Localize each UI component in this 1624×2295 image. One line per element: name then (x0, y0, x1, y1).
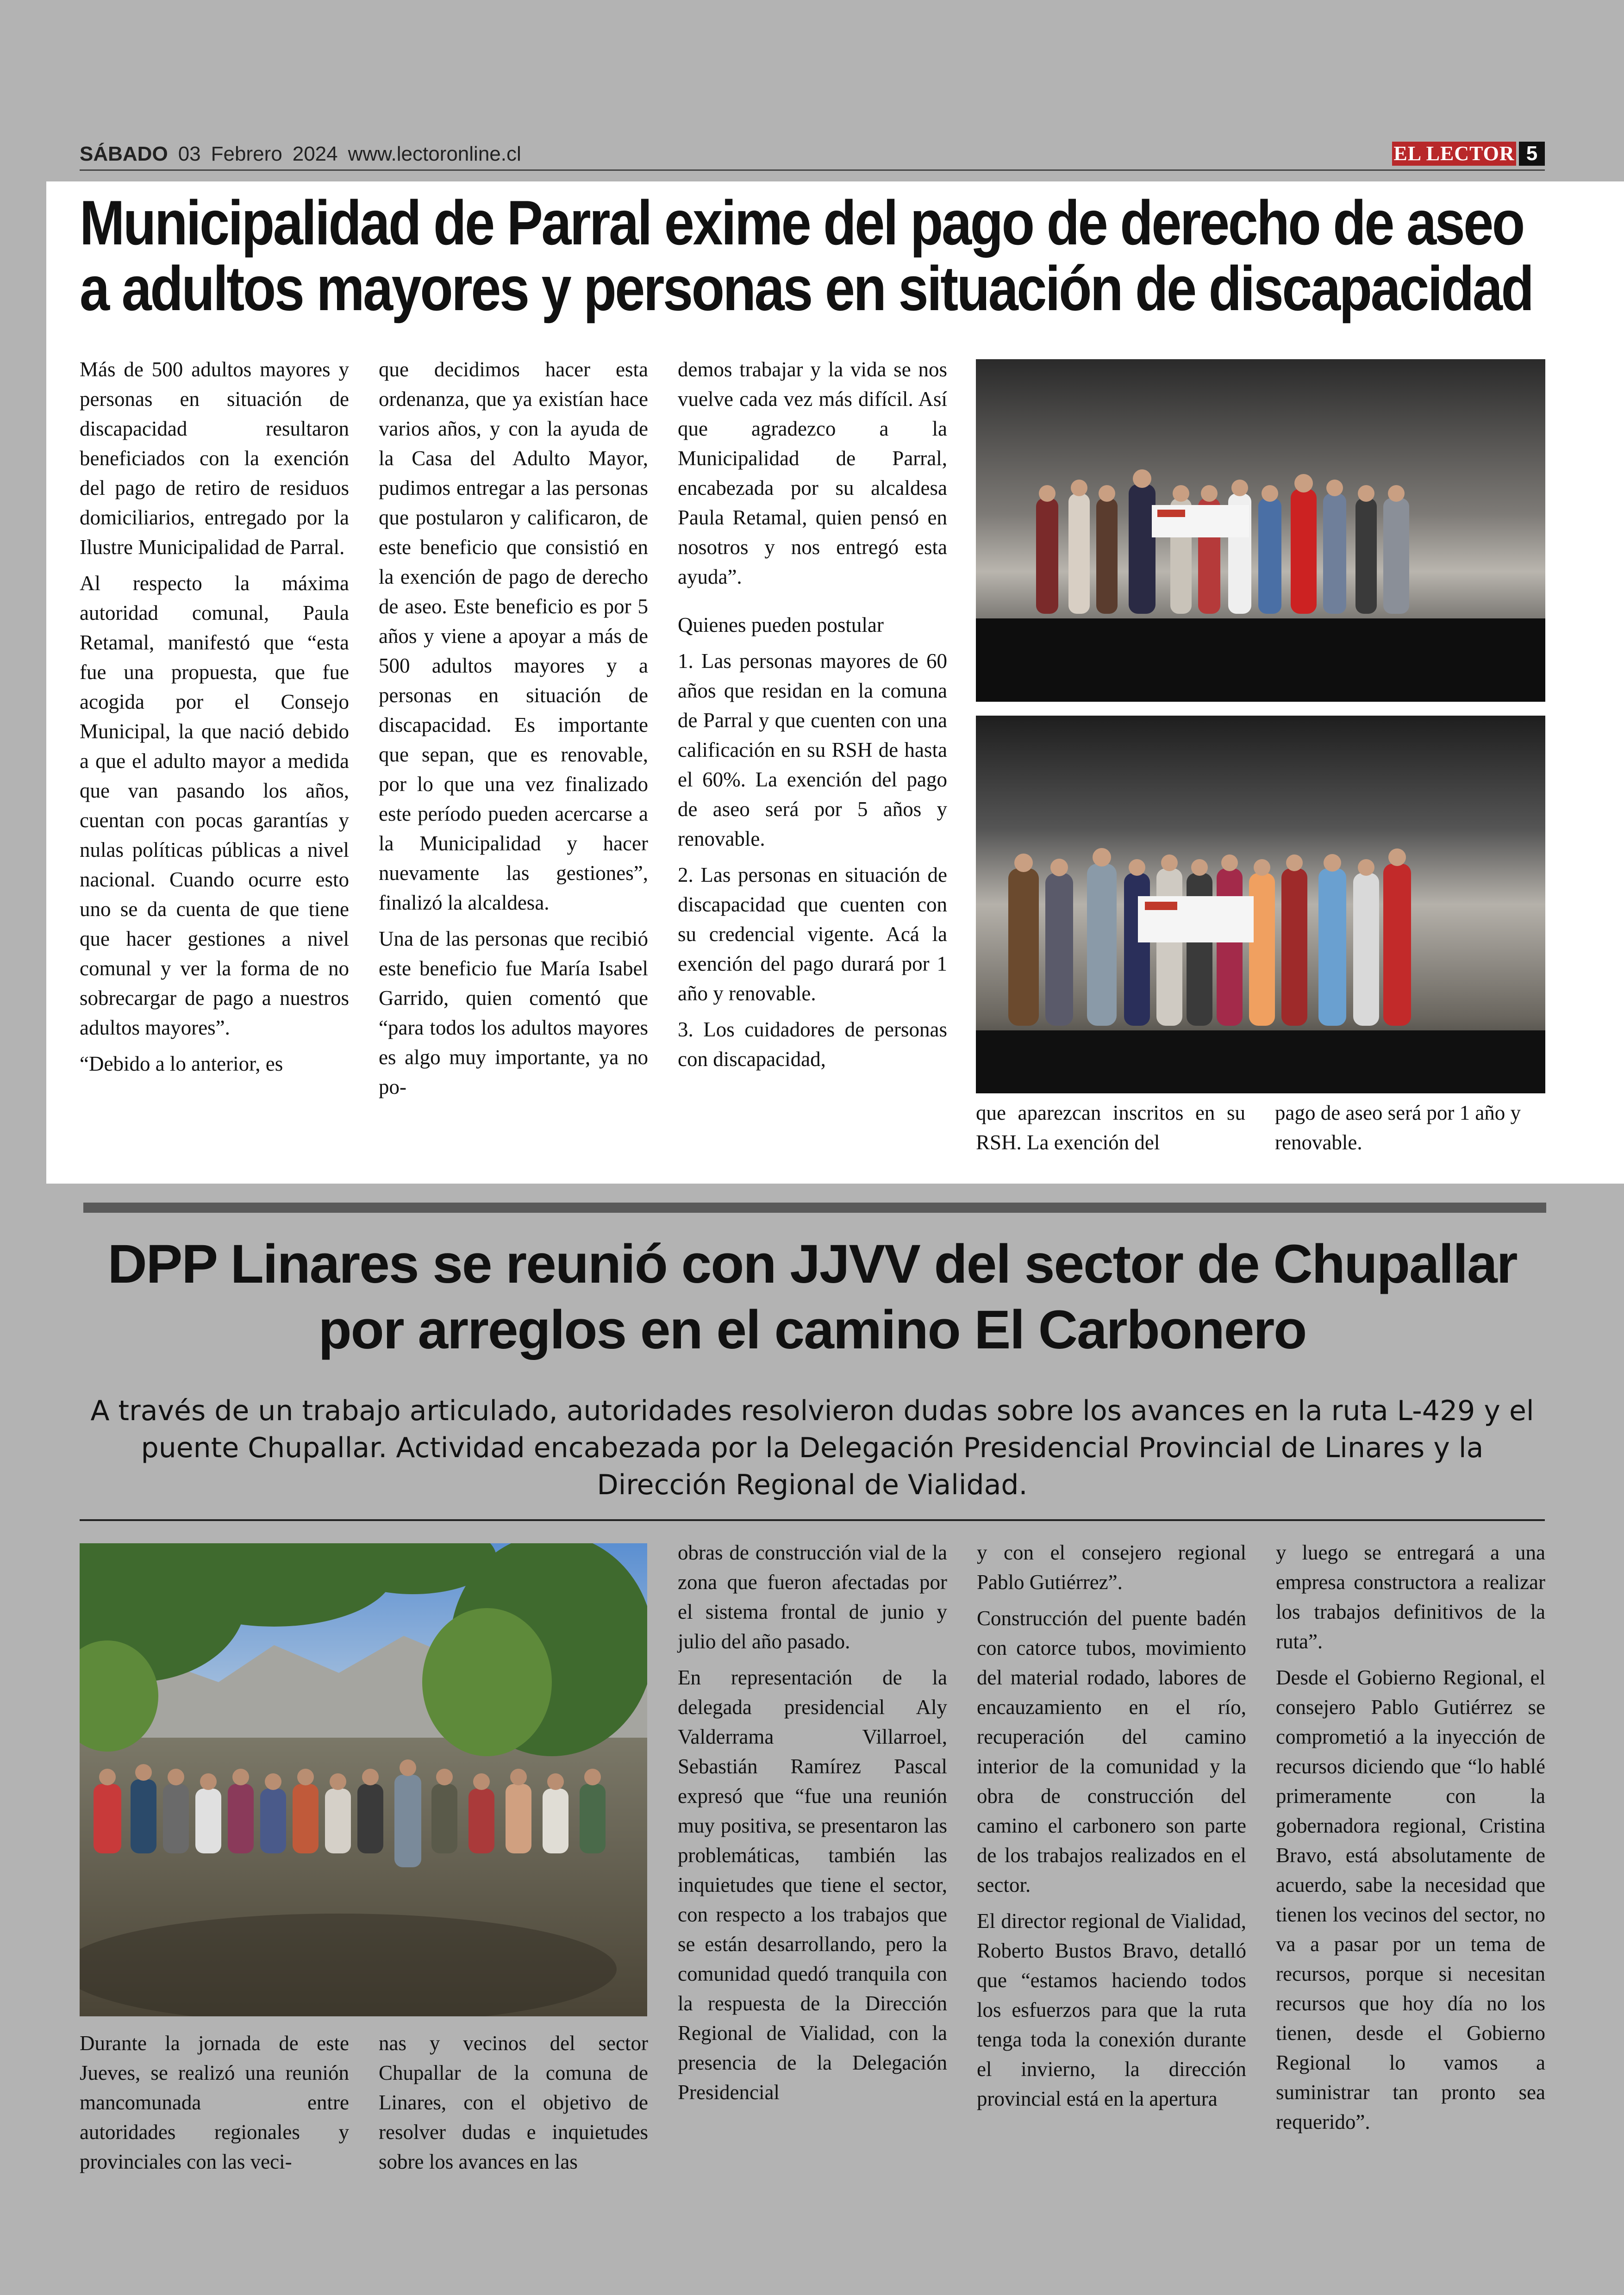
article-1-column-1 (80, 355, 349, 1085)
paragraph: que aparezcan inscritos en su RSH. La exención del (976, 1101, 1245, 1154)
paragraph: Durante la jornada de este Jueves, se realizó una reunión mancomunada entre autoridades regionales y provinciales con las veci- (80, 2032, 349, 2173)
article-1-headline-line-2: a adultos mayores y personas en situación de discapacidad (80, 253, 1533, 324)
paragraph: Al respecto la máxima autoridad comunal, Paula Retamal, manifestó que “esta fue una propuesta, que fue acogida por el Consejo Municipal, la que nació debido a que el adulto mayor a medida que van pasando los años, cuentan con pocas garantías y nulas políticas públicas a nivel nacional. Cuando ocurre esto uno se da cuenta de que tiene que hacer gestiones a nivel comunal y ver la forma de no sobrecargar de pago a nuestros adultos mayores”. (80, 572, 349, 1039)
paragraph: obras de construcción vial de la zona que fueron afectadas por el sistema frontal de junio y julio del año pasado. (678, 1541, 947, 1653)
header-dateline (80, 143, 531, 166)
article-1 (46, 181, 1624, 1184)
header-date-number: 03 (178, 143, 201, 165)
paragraph: nas y vecinos del sector Chupallar de la comuna de Linares, con el objetivo de resolver dudas e inquietudes sobre los avances en las (379, 2032, 648, 2173)
article-2-column-5 (1276, 1538, 1545, 2143)
subheading-who-can-apply: Quienes pueden postular (678, 613, 884, 636)
section-divider-bar (83, 1203, 1546, 1213)
article-1-column-5 (1275, 1098, 1544, 1164)
header-year: 2024 (292, 143, 338, 165)
list-item: 1. Las personas mayores de 60 años que residan en la comuna de Parral y que cuenten con una calificación en su RSH de hasta el 60%. La exención del pago de aseo será por 5 años y renovable. (678, 649, 947, 850)
article-2-headline-line-2: por arreglos en el camino El Carbonero (318, 1299, 1306, 1360)
article-1-headline (80, 187, 1533, 324)
page-number: 5 (1519, 142, 1545, 166)
header-day: SÁBADO (80, 143, 168, 165)
article-2-column-3 (678, 1538, 947, 2114)
paragraph: pago de aseo será por 1 año y renovable. (1275, 1101, 1521, 1154)
paragraph: y con el consejero regional Pablo Gutiérrez”. (977, 1541, 1246, 1594)
ceremony-photo-1 (976, 359, 1545, 702)
article-1-column-2 (379, 355, 648, 1108)
article-1-headline-line-1: Municipalidad de Parral exime del pago de derecho de aseo (80, 187, 1524, 258)
list-item: 2. Las personas en situación de discapacidad que cuenten con su credencial vigente. Acá la exención del pago durará por 1 año y renovable. (678, 863, 947, 1005)
article-1-column-4 (976, 1098, 1245, 1164)
page-header (80, 139, 1545, 170)
article-2-subtitle: A través de un trabajo articulado, autoridades resolvieron dudas sobre los avances en la ruta L-429 y el puente Chupallar. Actividad encabezada por la Delegación Presidencial Provincial de Linares y la Dirección Regional de Vialidad. (90, 1395, 1534, 1501)
ceremony-photo-2 (976, 716, 1545, 1093)
paragraph: Construcción del puente badén con catorce tubos, movimiento del material rodado, labores de encauzamiento en el río, recuperación del camino interior de la comunidad y la obra de construcción del camino el carbonero son parte de los trabajos realizados en el sector. (977, 1607, 1246, 1896)
paragraph: Desde el Gobierno Regional, el consejero Pablo Gutiérrez se comprometió a la inyección de recursos diciendo que “lo hablé primeramente con la gobernadora regional, Cristina Bravo, está absolutamente de acuerdo, sabe la necesidad que tienen los vecinos del sector, no va a pasar por un tema de recursos, porque si necesitan recursos que hoy día no los tienen, desde el Gobierno Regional lo vamos a suministrar tan pronto sea requerido”. (1276, 1666, 1545, 2133)
paragraph: y luego se entregará a una empresa constructora a realizar los trabajos definitivos de la ruta”. (1276, 1541, 1545, 1653)
header-website: www.lectoronline.cl (348, 143, 521, 165)
paragraph: Una de las personas que recibió este beneficio fue María Isabel Garrido, quien comentó que “para todos los adultos mayores es algo muy importante, ya no po- (379, 927, 648, 1098)
paragraph: demos trabajar y la vida se nos vuelve cada vez más difícil. Así que agradezco a la Municipalidad de Parral, encabezada por su alcaldesa Paula Retamal, quien pensó en nosotros y nos entregó esta ayuda”. (678, 358, 947, 588)
paragraph: que decidimos hacer esta ordenanza, que ya existían hace varios años, y con la ayuda de la Casa del Adulto Mayor, pudimos entregar a las personas que postularon y calificaron, de este beneficio que consistió en la exención de pago de derecho de aseo. Este beneficio es por 5 años y viene a apoyar a más de 500 adultos mayores y a personas en situación de discapacidad. Es importante que sepan, que es renovable, por lo que una vez finalizado este período pueden acercarse a la Municipalidad y hacer nuevamente las gestiones”, finalizó la alcaldesa. (379, 358, 648, 914)
article-2-headline-line-1: DPP Linares se reunió con JJVV del sector de Chupallar (107, 1234, 1517, 1295)
paragraph: El director regional de Vialidad, Roberto Bustos Bravo, detalló que “estamos haciendo todos los esfuerzos para que la ruta tenga toda la conexión durante el invierno, la dirección provincial está en la apertura (977, 1909, 1246, 2110)
header-month: Febrero (211, 143, 282, 165)
paragraph: Más de 500 adultos mayores y personas en situación de discapacidad resultaron beneficiados con la exención del pago de retiro de residuos domiciliarios, entregado por la Ilustre Municipalidad de Parral. (80, 358, 349, 559)
article-2-column-1 (80, 2028, 349, 2183)
article-2-headline (80, 1231, 1545, 1363)
header-rule (80, 169, 1545, 171)
paragraph: En representación de la delegada presidencial Aly Valderrama Villarroel, Sebastián Ramírez Pascal expresó que “fue una reunión muy positiva, se presentaron las problemáticas, también las inquietudes que tiene el sector, con respecto a los trabajos que se están desarrollando, pero la comunidad quedó tranquila con la respuesta de la Dirección Regional de Vialidad, con la presencia de la Delegación Presidencial (678, 1666, 947, 2104)
list-item: 3. Los cuidadores de personas con discapacidad, (678, 1018, 947, 1071)
newspaper-logo: EL LECTOR (1392, 142, 1516, 166)
article-2-column-2 (379, 2028, 648, 2183)
article-1-column-3 (678, 355, 947, 1080)
subtitle-rule (80, 1519, 1545, 1521)
meeting-photo (80, 1543, 647, 2016)
article-2-column-4 (977, 1538, 1246, 2120)
paragraph: “Debido a lo anterior, es (80, 1052, 283, 1075)
